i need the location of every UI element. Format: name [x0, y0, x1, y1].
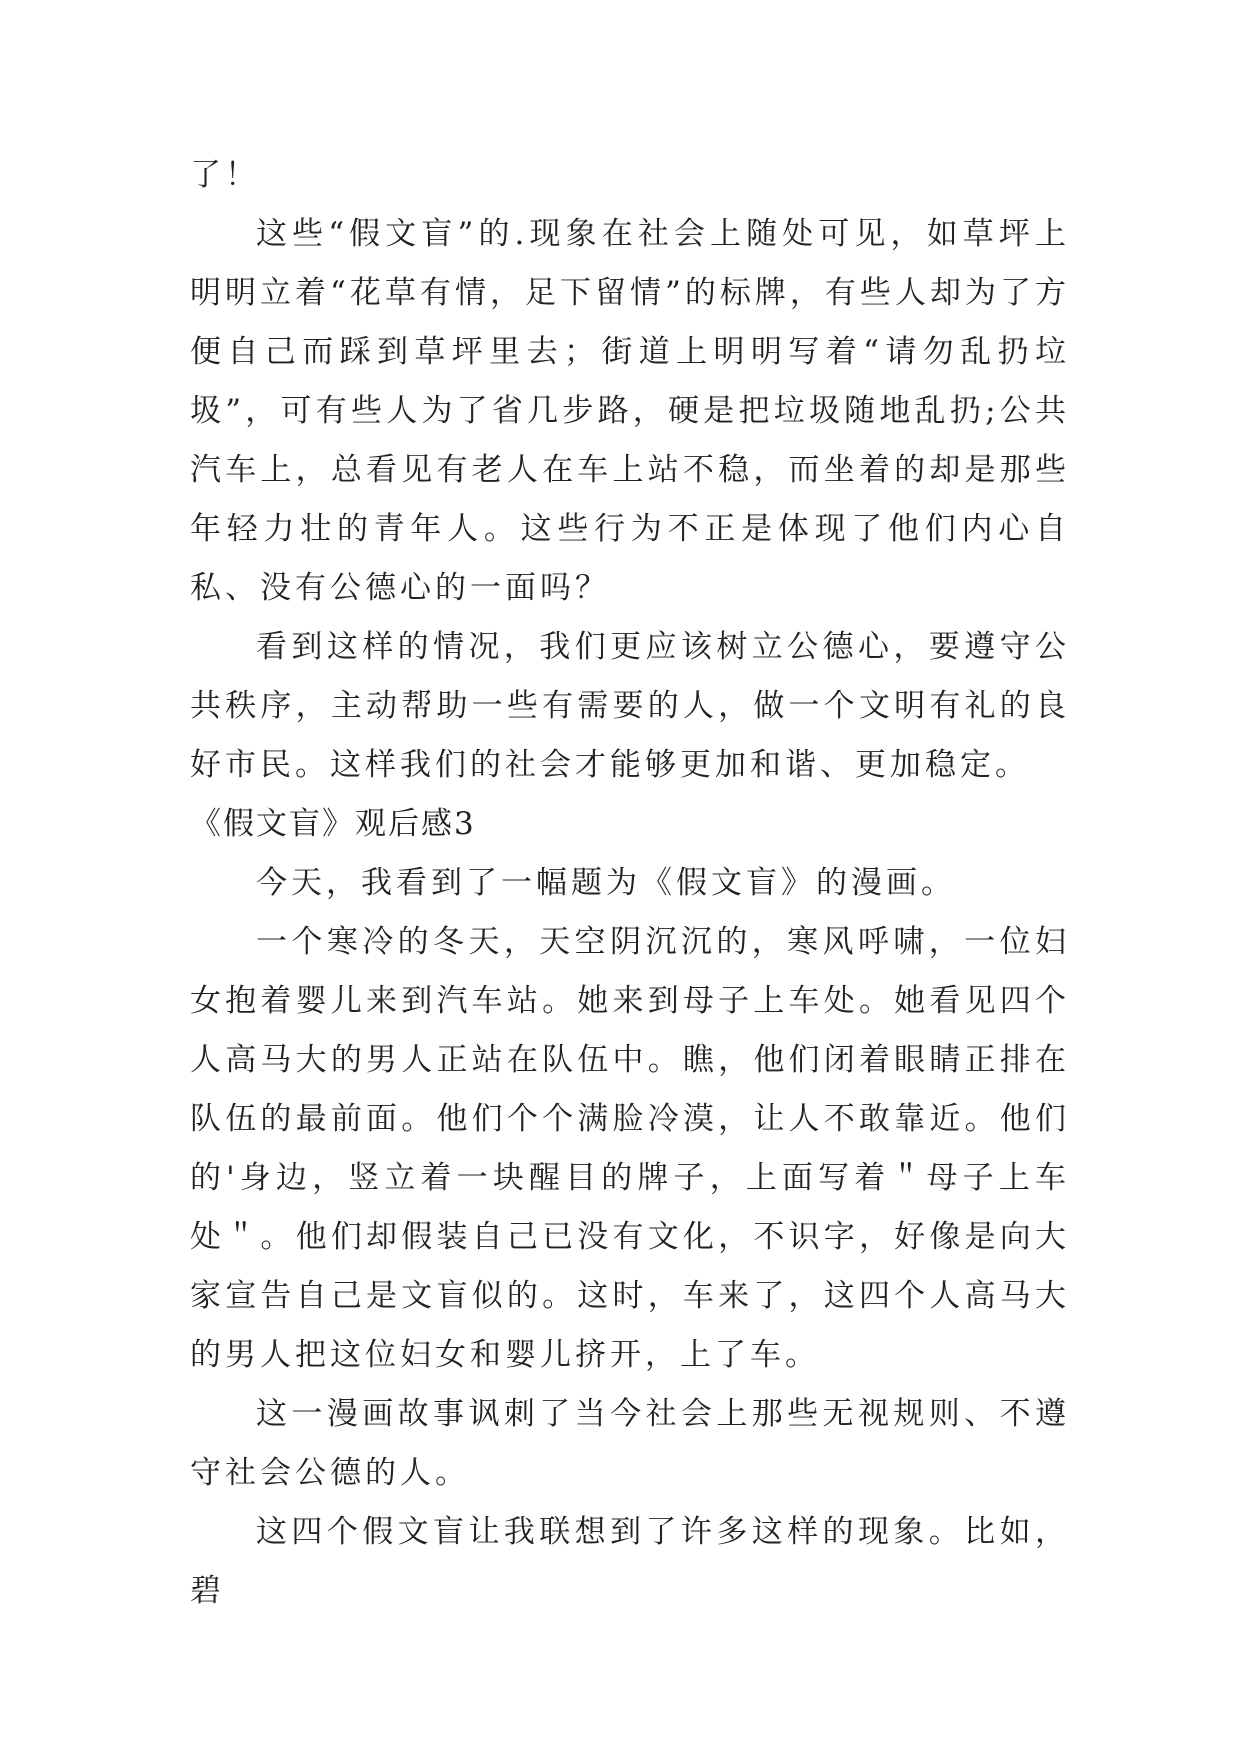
paragraph-story: 一个寒冷的冬天，天空阴沉沉的，寒风呼啸，一位妇女抱着婴儿来到汽车站。她来到母子上车处。她看见四个人高马大的男人正站在队伍中。瞧，他们闭着眼睛正排在队伍的最前面。他们个个满脸冷漠，让人不敢靠近。他们的'身边，竖立着一块醒目的牌子，上面写着＂母子上车处＂。他们却假装自己已没有文化，不识字，好像是向大家宣告自己是文盲似的。这时，车来了，这四个人高马大的男人把这位妇女和婴儿挤开，上了车。 [190, 924, 1070, 1373]
paragraph-satire: 这一漫画故事讽刺了当今社会上那些无视规则、不遵守社会公德的人。 [190, 1396, 1070, 1491]
paragraph-fake-illiteracy-examples: 这些“假文盲”的.现象在社会上随处可见，如草坪上明明立着“花草有情，足下留情”的标牌，有些人却为了方便自己而踩到草坪里去；街道上明明写着“请勿乱扔垃圾”，可有些人为了省几步路，硬是把垃圾随地乱扔;公共汽车上，总看见有老人在车上站不稳，而坐着的却是那些年轻力壮的青年人。这些行为不正是体现了他们内心自私、没有公德心的一面吗？ [190, 216, 1070, 606]
section-heading: 《假文盲》观后感3 [190, 806, 476, 842]
paragraph-continuation: 了！ [190, 157, 260, 193]
paragraph-association: 这四个假文盲让我联想到了许多这样的现象。比如，碧 [190, 1514, 1070, 1609]
paragraph-public-morality: 看到这样的情况，我们更应该树立公德心，要遵守公共秩序，主动帮助一些有需要的人，做一个文明有礼的良好市民。这样我们的社会才能够更加和谐、更加稳定。 [190, 629, 1070, 783]
paragraph-intro: 今天，我看到了一幅题为《假文盲》的漫画。 [256, 865, 956, 901]
document-body [190, 146, 1070, 1621]
